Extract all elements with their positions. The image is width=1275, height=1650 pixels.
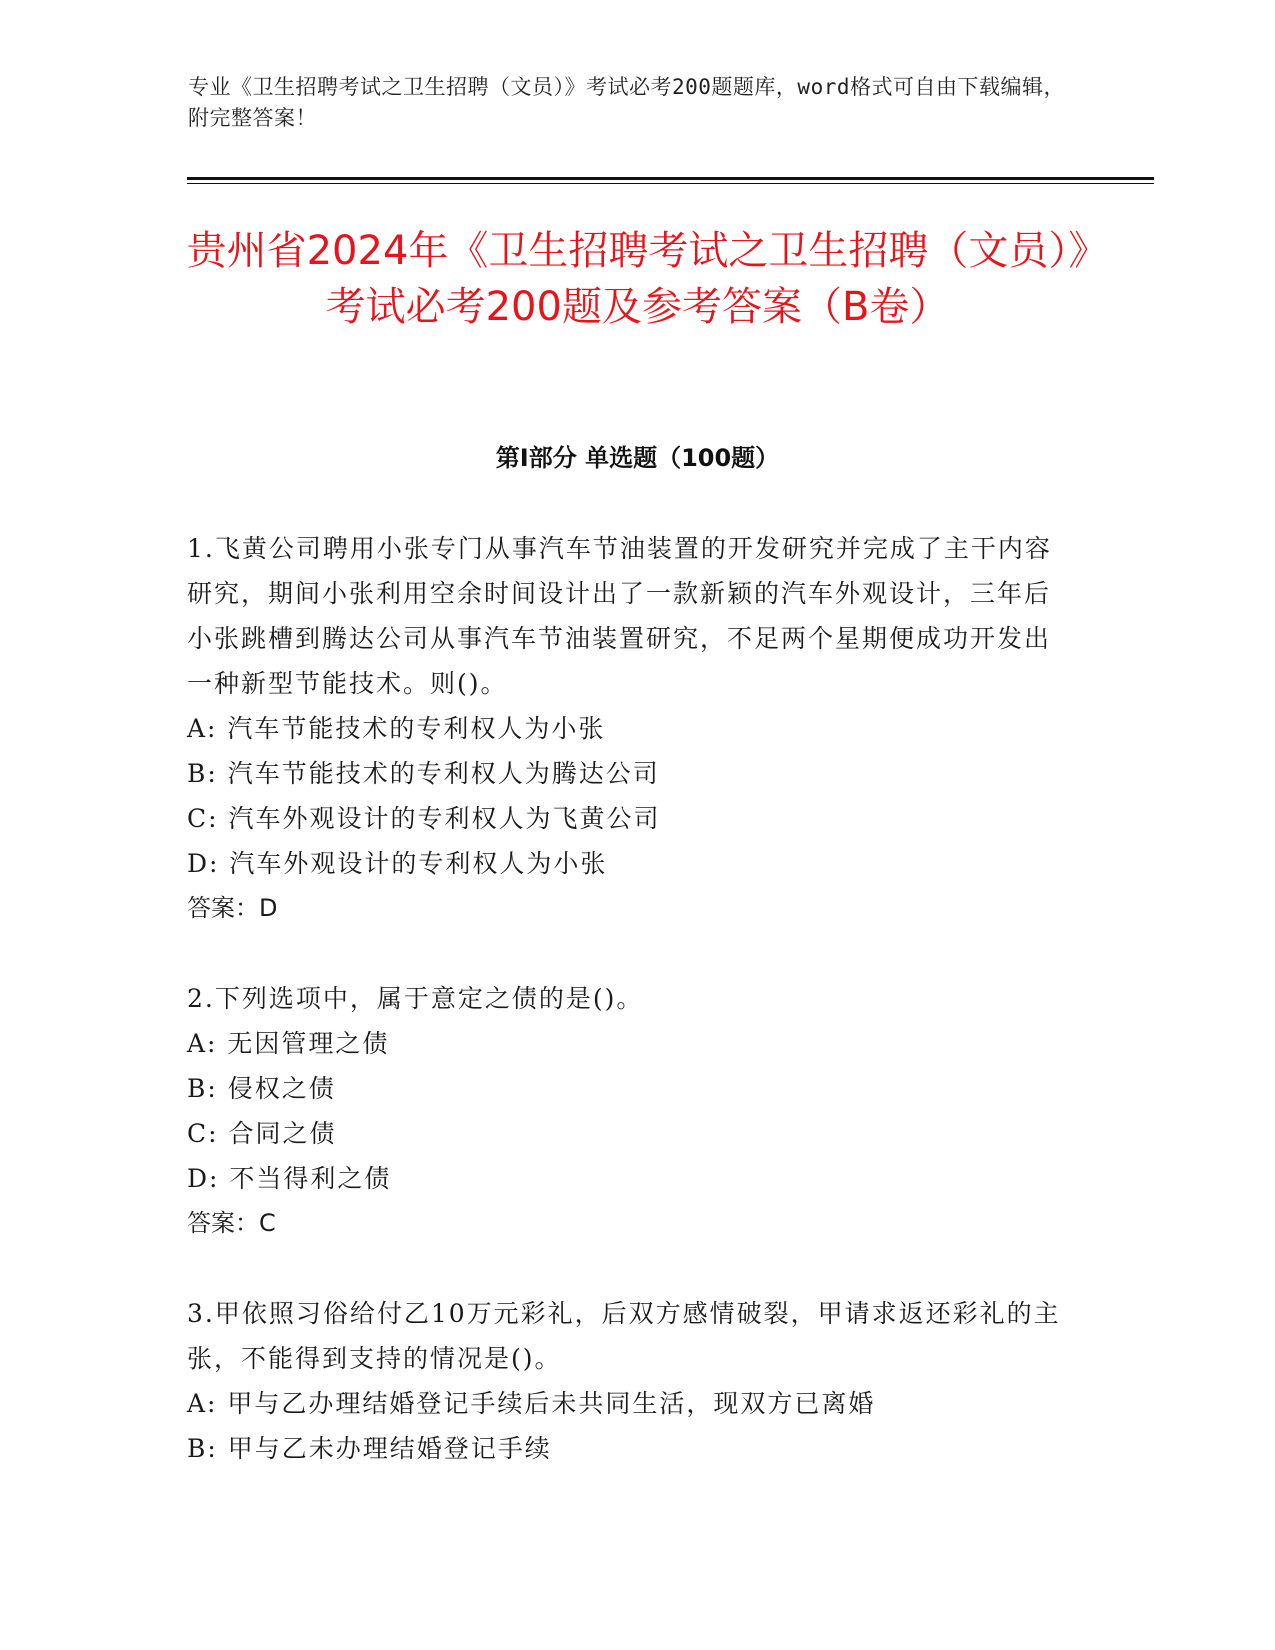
header-rule-thin [187,183,1154,184]
option-a: A: 无因管理之债 [187,1029,390,1058]
option-d: D: 汽车外观设计的专利权人为小张 [187,849,608,878]
option-b: B: 甲与乙未办理结婚登记手续 [187,1434,552,1463]
question-text: 1.飞黄公司聘用小张专门从事汽车节油装置的开发研究并完成了主干内容研究，期间小张利用空余时间设计出了一款新颖的汽车外观设计，三年后小张跳槽到腾达公司从事汽车节油装置研究，不足两个星期便成功开发出一种新型节能技术。则()。 [187,534,1052,698]
question-1 [187,526,1067,931]
question-text: 2.下列选项中，属于意定之债的是()。 [187,984,644,1013]
option-b: B: 侵权之债 [187,1074,336,1103]
option-a: A: 甲与乙办理结婚登记手续后未共同生活，现双方已离婚 [187,1389,876,1418]
option-d: D: 不当得利之债 [187,1164,392,1193]
question-text: 3.甲依照习俗给付乙10万元彩礼，后双方感情破裂，甲请求返还彩礼的主张，不能得到支持的情况是()。 [187,1299,1061,1373]
header-note: 专业《卫生招聘考试之卫生招聘（文员）》考试必考200题题库，word格式可自由下载编辑，附完整答案！ [188,75,1065,130]
option-b: B: 汽车节能技术的专利权人为腾达公司 [187,759,660,788]
document-title: 贵州省2024年《卫生招聘考试之卫生招聘（文员）》考试必考200题及参考答案（B卷） [186,228,1089,330]
question-list [187,526,1067,1516]
section-title: 第I部分 单选题（100题） [495,444,780,472]
question-3 [187,1291,1067,1471]
header-rule-thick [187,177,1154,180]
answer: 答案：D [187,894,278,922]
option-a: A: 汽车节能技术的专利权人为小张 [187,714,606,743]
option-c: C: 汽车外观设计的专利权人为飞黄公司 [187,804,661,833]
question-2 [187,976,1067,1246]
option-c: C: 合同之债 [187,1119,337,1148]
answer: 答案：C [187,1209,276,1237]
